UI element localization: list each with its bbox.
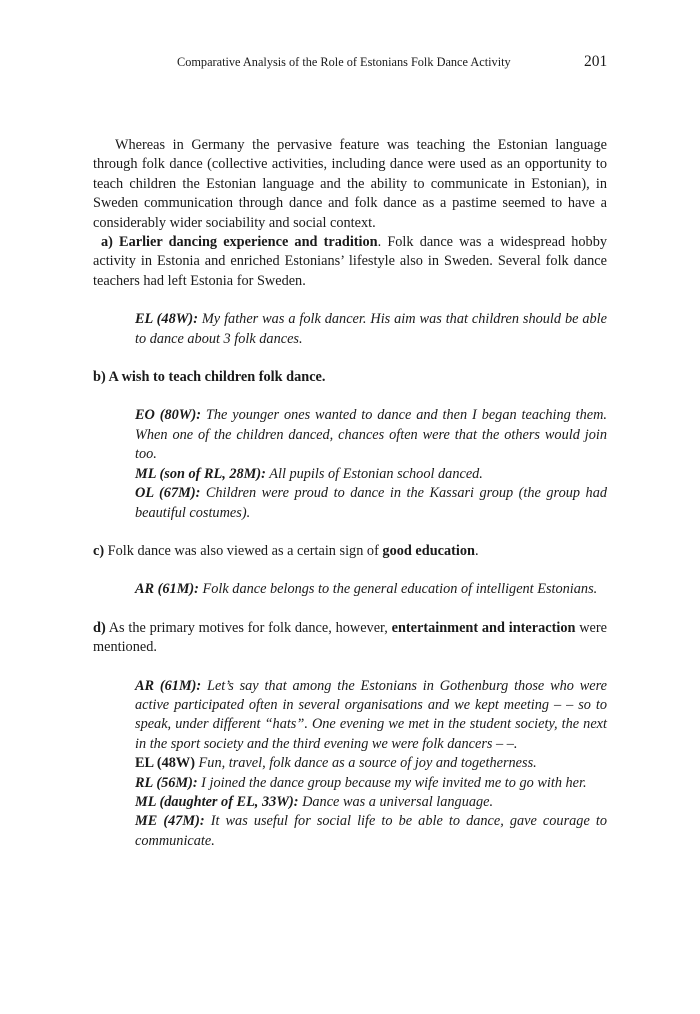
quote [135, 406, 607, 464]
quote-speaker: AR (61M): [135, 677, 202, 694]
quote [135, 580, 607, 599]
quote [135, 677, 607, 755]
section-a-heading: a) Earlier dancing experience and tradition [101, 234, 378, 251]
quote [135, 754, 607, 773]
quote [135, 484, 607, 523]
section-b-quotes [135, 406, 607, 522]
quote-speaker: OL (67M): [135, 485, 201, 502]
quote-speaker: ME (47M): [135, 813, 205, 830]
section-d-paragraph [93, 619, 607, 658]
section-b-heading [93, 368, 607, 387]
quote-speaker: ML (son of RL, 28M): [135, 465, 266, 482]
intro-paragraph: Whereas in Germany the pervasive feature was teaching the Estonian language through folk dance (collective activities, including dance were used as an opportunity to teach children the Estonian language and the ability to communicate in Estonian), in Sweden communication through dance and folk dance as a pastime seemed to have a considerably wider sociability and social context. [93, 137, 607, 231]
section-a-text: . Folk dance was a widespread hobby activity in Estonia and enriched Estonians’ lifestyle also in Sweden. Several folk dance teachers had left Estonia for Sweden. [93, 234, 607, 289]
page-number: 201 [584, 53, 608, 70]
quote [135, 465, 607, 484]
section-b-heading-text: b) A wish to teach children folk dance. [93, 369, 326, 386]
section-a-paragraph [93, 233, 607, 291]
running-title: Comparative Analysis of the Role of Estonians Folk Dance Activity [177, 55, 511, 69]
quote-text: Folk dance belongs to the general education of intelligent Estonians. [198, 581, 598, 598]
section-c-label: c) [93, 542, 105, 559]
quote-text: My father was a folk dancer. His aim was that children should be able to dance about 3 folk dances. [135, 311, 608, 347]
section-d-label: d) [93, 619, 106, 636]
quote-speaker: EO (80W): [135, 407, 202, 424]
section-c-end: . [474, 542, 479, 559]
quote-text: It was useful for social life to be able to dance, gave courage to communicate. [135, 813, 607, 849]
quote-speaker: AR (61M): [135, 581, 199, 598]
section-d-emphasis: entertainment and interaction [391, 619, 576, 636]
section-c-text: Folk dance was also viewed as a certain sign of [104, 542, 383, 559]
quote-text: Let’s say that among the Estonians in Gothenburg those who were active participated often in several organisations and we kept meeting – – so to speak, under different “hats”. One evening we met in the student society, the next in the sport society and the third evening we were folk dancers – –. [135, 677, 607, 752]
quote-text: The younger ones wanted to dance and then I began teaching them. When one of the children danced, chances often were that the others would join too. [135, 407, 607, 463]
quote-speaker: RL (56M): [135, 774, 198, 791]
quote-text: Children were proud to dance in the Kassari group (the group had beautiful costumes). [135, 485, 607, 521]
quote [135, 310, 607, 349]
section-c-paragraph [93, 542, 607, 561]
section-d-text: As the primary motives for folk dance, however, [105, 619, 392, 636]
quote-speaker: EL (48W) [135, 755, 195, 772]
page-body [93, 136, 607, 851]
section-c-quotes [135, 580, 607, 599]
quote [135, 774, 607, 793]
quote [135, 793, 607, 812]
quote-text: Dance was a universal language. [298, 793, 494, 810]
quote-text: I joined the dance group because my wife invited me to go with her. [197, 774, 587, 791]
quote-speaker: EL (48W): [135, 311, 198, 328]
quote [135, 812, 607, 851]
quote-text: All pupils of Estonian school danced. [265, 465, 483, 482]
quote-speaker: ML (daughter of EL, 33W): [135, 793, 299, 810]
section-c-emphasis: good education [382, 542, 475, 559]
section-d-end: were mentioned. [93, 619, 608, 656]
running-header [0, 53, 700, 73]
section-d-quotes [135, 677, 607, 852]
section-a-quotes [135, 310, 607, 349]
quote-text: Fun, travel, folk dance as a source of joy and togetherness. [194, 755, 537, 772]
